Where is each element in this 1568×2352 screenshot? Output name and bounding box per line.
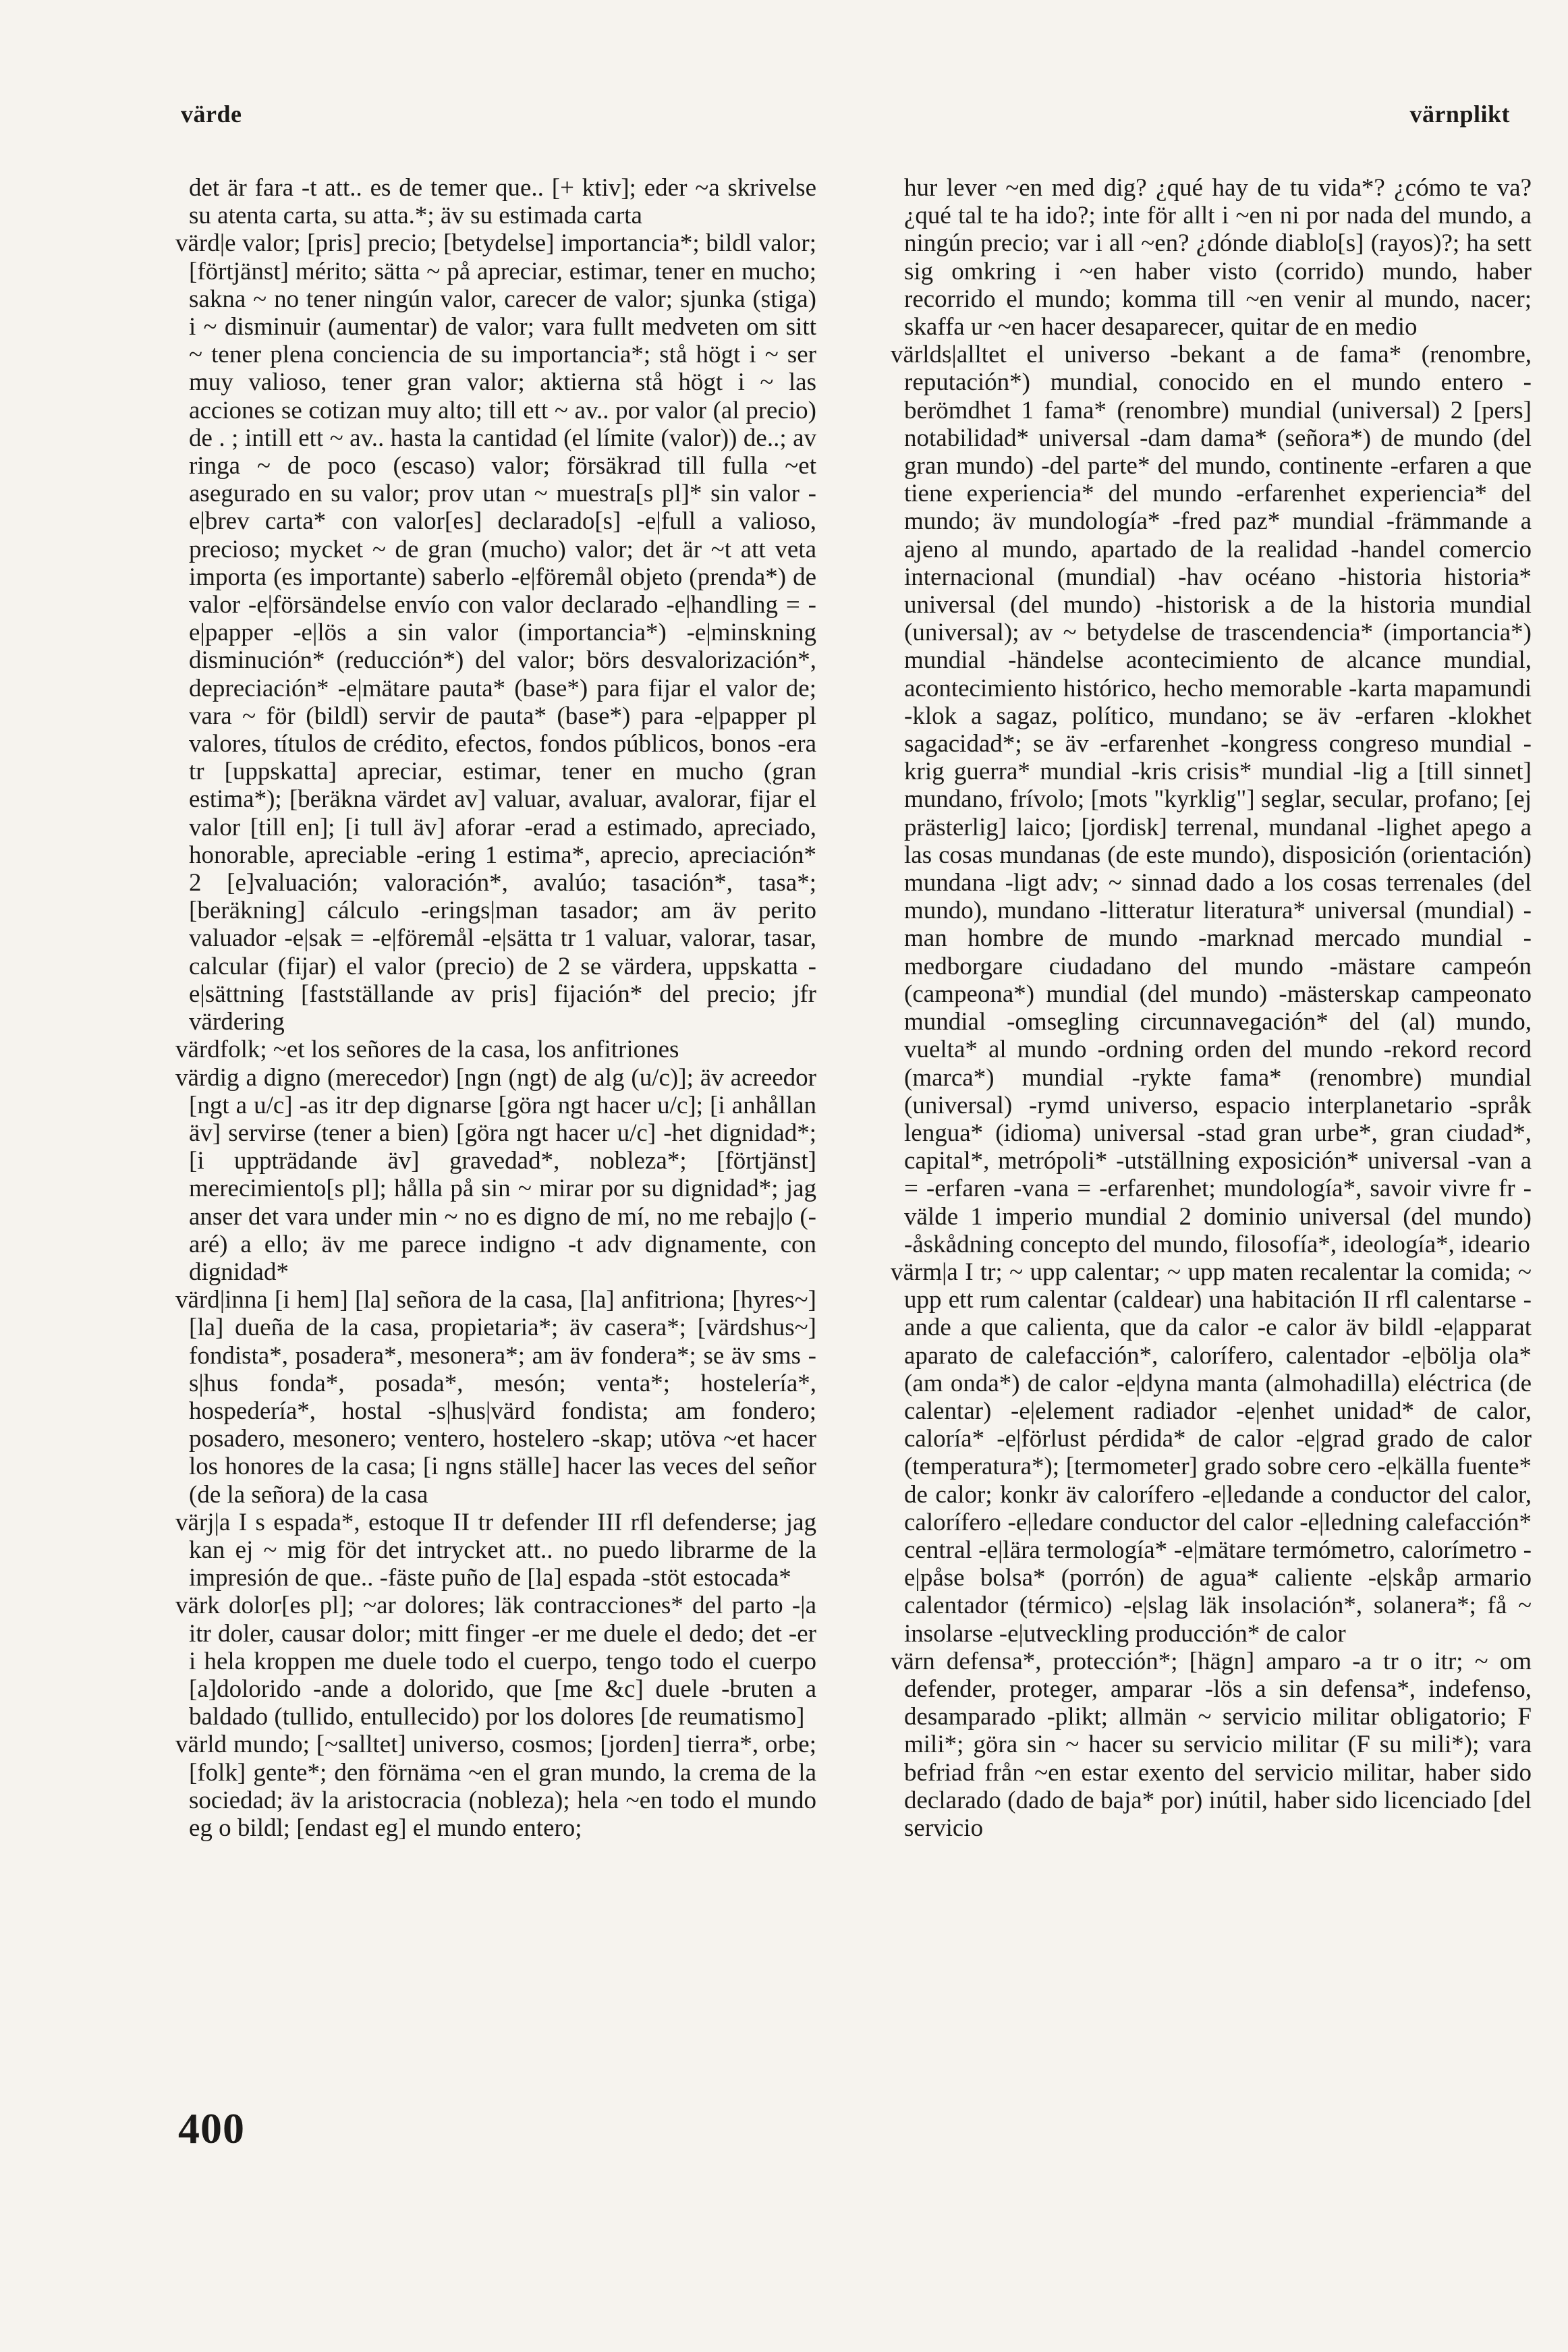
dictionary-entry: värdig a digno (merecedor) [ngn (ngt) de alg (u/c)]; äv acreedor [ngt a u/c] -as itr dep dignarse [göra ngt hacer u/c]; [i anhållan äv] servirse (tener a bien) [göra ngt hacer u/c] -het dignidad*; [i uppträdande äv] gravedad*, nobleza*; [förtjänst] merecimiento[s pl]; hålla på sin ~ mirar por su dignidad*; jag anser det vara under min ~ no es digno de mí, no me rebaj|o (-aré) a ello; äv me parece indigno -t adv dignamente, con dignidad* <box>175 1063 816 1286</box>
running-head-left: värde <box>181 101 242 128</box>
dictionary-entry: världs|alltet el universo -bekant a de fama* (renombre, reputación*) mundial, conocido en el mundo entero -berömdhet 1 fama* (renombre) mundial (universal) 2 [pers] notabilidad* universal -dam dama* (señora*) de mundo (del gran mundo) -del parte* del mundo, continente -erfaren a que tiene experiencia* del mundo -erfarenhet experiencia* del mundo; äv mundología* -fred paz* mundial -främmande a ajeno al mundo, apartado de la realidad -handel comercio internacional (mundial) -hav océano -historia historia* universal (del mundo) -historisk a de la historia mundial (universal); av ~ betydelse de trascendencia* (importancia*) mundial -händelse acontecimiento de alcance mundial, acontecimiento histórico, hecho memorable -karta mapamundi -klok a sagaz, político, mundano; se äv -erfaren -klokhet sagacidad*; se äv -erfarenhet -kongress congreso mundial -krig guerra* mundial -kris crisis* mundial -lig a [till sinnet] mundano, frívolo; [mots "kyrklig"] seglar, secular, profano; [ej prästerlig] laico; [jordisk] terrenal, mundanal -lighet apego a las cosas mundanas (de este mundo), disposición (orientación) mundana -ligt adv; ~ sinnad dado a los cosas terrenales (del mundo), mundano -litteratur literatura* universal (mundial) -man hombre de mundo -marknad mercado mundial -medborgare ciudadano del mundo -mästare campeón (campeona*) mundial (del mundo) -mästerskap campeonato mundial -omsegling circunnavegación* del (al) mundo, vuelta* al mundo -ordning orden del mundo -rekord record (marca*) mundial -rykte fama* (renombre) mundial (universal) -rymd universo, espacio interplanetario -språk lengua* (idioma) universal -stad gran urbe*, gran ciudad*, capital*, metrópoli* -utställning exposición* universal -van a = -erfaren -vana = -erfarenhet; mundología*, savoir vivre fr -välde 1 imperio mundial 2 dominio universal (del mundo) -åskådning concepto del mundo, filosofía*, ideología*, ideario <box>891 341 1532 1258</box>
page-number: 400 <box>178 2104 245 2152</box>
dictionary-entry: värn defensa*, protección*; [hägn] amparo -a tr o itr; ~ om defender, proteger, amparar -lös a sin defensa*, indefenso, desamparado -plikt; allmän ~ servicio militar obligatorio; F mili*; göra sin ~ hacer su servicio militar (F su mili*); vara befriad från ~en estar exento del servicio militar, haber sido declarado (dado de baja* por) inútil, haber sido licenciado [del servicio <box>891 1647 1532 1842</box>
dictionary-entry: värd|e valor; [pris] precio; [betydelse] importancia*; bildl valor; [förtjänst] mérito; sätta ~ på apreciar, estimar, tener en mucho; sakna ~ no tener ningún valor, carecer de valor; sjunka (stiga) i ~ disminuir (aumentar) de valor; vara fullt medveten om sitt ~ tener plena conciencia de su importancia*; stå högt i ~ ser muy valioso, tener gran valor; aktierna stå högt i ~ las acciones se cotizan muy alto; till ett ~ av.. por valor (al precio) de . ; intill ett ~ av.. hasta la cantidad (el límite (valor)) de..; av ringa ~ de poco (escaso) valor; försäkrad till fulla ~et asegurado en su valor; prov utan ~ muestra[s pl]* sin valor -e|brev carta* con valor[es] declarado[s] -e|full a valioso, precioso; mycket ~ de gran (mucho) valor; det är ~t att veta importa (es importante) saberlo -e|föremål objeto (prenda*) de valor -e|försändelse envío con valor declarado -e|handling = -e|papper -e|lös a sin valor (importancia*) -e|minskning disminución* (reducción*) del valor; börs desvalorización*, depreciación* -e|mätare pauta* (base*) para fijar el valor de; vara ~ för (bildl) servir de pauta* (base*) para -e|papper pl valores, títulos de crédito, efectos, fondos públicos, bonos -era tr [uppskatta] apreciar, estimar, tener en mucho (gran estima*); [beräkna värdet av] valuar, avaluar, avalorar, fijar el valor [till en]; [i tull äv] aforar -erad a estimado, apreciado, honorable, apreciable -ering 1 estima*, aprecio, apreciación* 2 [e]valuación; valoración*, avalúo; tasación*, tasa*; [beräkning] cálculo -erings|man tasador; am äv perito valuador -e|sak = -e|föremål -e|sätta tr 1 valuar, valorar, tasar, calcular (fijar) el valor (precio) de 2 se värdera, uppskatta -e|sättning [fastställande av pris] fijación* del precio; jfr värdering <box>175 229 816 1036</box>
dictionary-entry: hur lever ~en med dig? ¿qué hay de tu vida*? ¿cómo te va? ¿qué tal te ha ido?; inte för allt i ~en ni por nada del mundo, a ningún precio; var i all ~en? ¿dónde diablo[s] (rayos)?; ha sett sig omkring i ~en haber visto (corrido) mundo, haber recorrido el mundo; komma till ~en venir al mundo, nacer; skaffa ur ~en hacer desaparecer, quitar de en medio <box>904 174 1532 341</box>
right-column <box>891 174 1532 1842</box>
dictionary-entry: det är fara -t att.. es de temer que.. [+ ktiv]; eder ~a skrivelse su atenta carta, su atta.*; äv su estimada carta <box>189 174 816 230</box>
running-head-right: värnplikt <box>1409 101 1510 128</box>
left-column <box>175 174 816 1842</box>
dictionary-entry: värd|inna [i hem] [la] señora de la casa, [la] anfitriona; [hyres~] [la] dueña de la casa, propietaria*; äv casera*; [värdshus~] fondista*, posadera*, mesonera*; am äv fondera*; se äv sms -s|hus fonda*, posada*, mesón; venta*; hostelería*, hospedería*, hostal -s|hus|värd fondista; am fondero; posadero, mesonero; ventero, hostelero -skap; utöva ~et hacer los honores de la casa; [i ngns ställe] hacer las veces del señor (de la señora) de la casa <box>175 1286 816 1509</box>
dictionary-entry: värj|a I s espada*, estoque II tr defender III rfl defenderse; jag kan ej ~ mig för det intrycket att.. no puedo librarme de la impresión de que.. -fäste puño de [la] espada -stöt estocada* <box>175 1508 816 1592</box>
dictionary-entry: värk dolor[es pl]; ~ar dolores; läk contracciones* del parto -|a itr doler, causar dolor; mitt finger -er me duele el dedo; det -er i hela kroppen me duele todo el cuerpo, tengo todo el cuerpo [a]dolorido -ande a dolorido, que [me &c] duele -bruten a baldado (tullido, entullecido) por los dolores [de reumatismo] <box>175 1592 816 1731</box>
dictionary-entry: värdfolk; ~et los señores de la casa, los anfitriones <box>175 1036 679 1064</box>
dictionary-entry: värld mundo; [~salltet] universo, cosmos; [jorden] tierra*, orbe; [folk] gente*; den förnäma ~en el gran mundo, la crema de la sociedad; äv la aristocracia (nobleza); hela ~en todo el mundo eg o bildl; [endast eg] el mundo entero; <box>175 1731 816 1842</box>
dictionary-entry: värm|a I tr; ~ upp calentar; ~ upp maten recalentar la comida; ~ upp ett rum calentar (caldear) una habitación II rfl calentarse -ande a que calienta, que da calor -e calor äv bildl -e|apparat aparato de calefacción*, calorífero, calentador -e|bölja ola* (am onda*) de calor -e|dyna manta (almohadilla) eléctrica (de calentar) -e|element radiador -e|enhet unidad* de calor, caloría* -e|förlust pérdida* de calor -e|grad grado de calor (temperatura*); [termometer] grado sobre cero -e|källa fuente* de calor; konkr äv calorífero -e|ledande a conductor del calor, calorífero -e|ledare conductor del calor -e|ledning calefacción* central -e|lära termología* -e|mätare termómetro, calorímetro -e|påse bolsa* (porrón) de agua* caliente -e|skåp armario calentador (térmico) -e|slag läk insolación*, solanera*; få ~ insolarse -e|utveckling producción* de calor <box>891 1258 1532 1648</box>
